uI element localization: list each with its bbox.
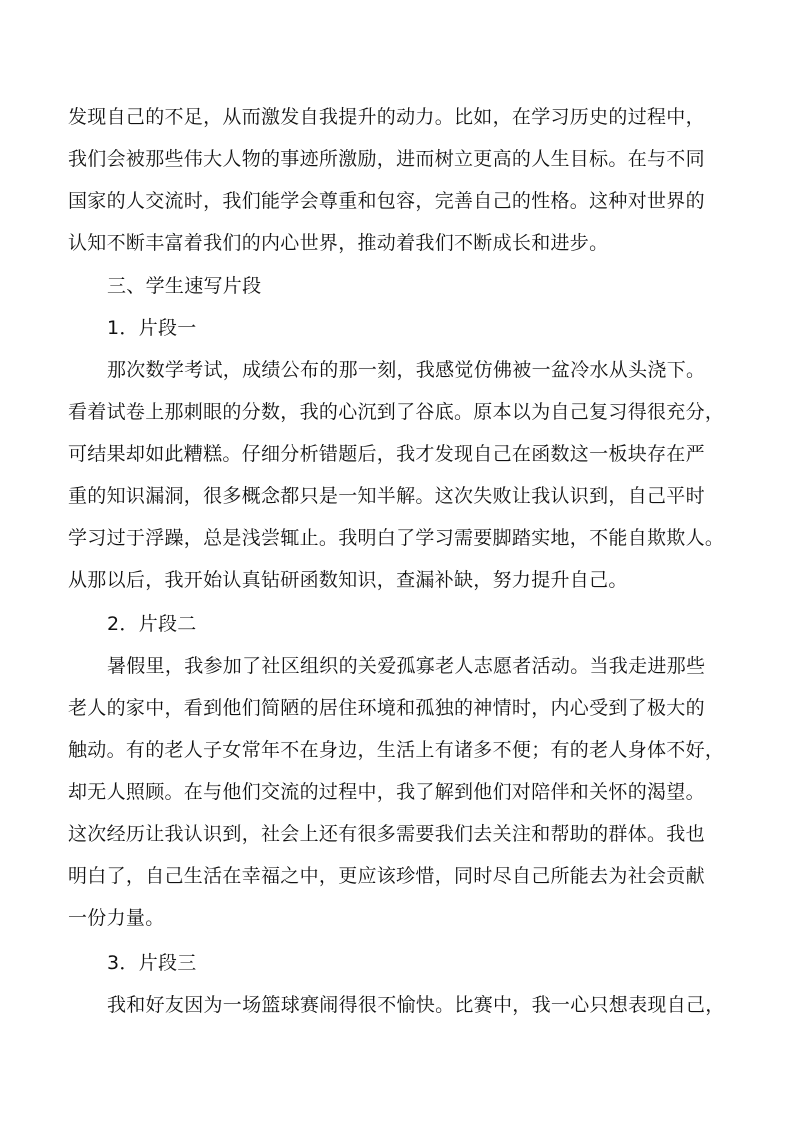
paragraph-line: 发现自己的不足，从而激发自我提升的动力。比如，在学习历史的过程中，	[68, 106, 705, 128]
paragraph-line: 一份力量。	[68, 907, 165, 929]
subsection-heading: 1．片段一	[107, 317, 197, 339]
paragraph-line: 重的知识漏洞，很多概念都只是一知半解。这次失败让我认识到，自己平时	[68, 485, 705, 507]
paragraph-line: 看着试卷上那刺眼的分数，我的心沉到了谷底。原本以为自己复习得很充分，	[68, 401, 725, 423]
paragraph-line: 老人的家中，看到他们简陋的居住环境和孤独的神情时，内心受到了极大的	[68, 697, 705, 719]
paragraph-line: 我们会被那些伟大人物的事迹所激励，进而树立更高的人生目标。在与不同	[68, 148, 705, 170]
paragraph-line: 学习过于浮躁，总是浅尝辄止。我明白了学习需要脚踏实地，不能自欺欺人。	[68, 527, 725, 549]
paragraph-line: 认知不断丰富着我们的内心世界，推动着我们不断成长和进步。	[68, 232, 609, 254]
paragraph-line: 暑假里，我参加了社区组织的关爱孤寡老人志愿者活动。当我走进那些	[107, 655, 706, 677]
section-heading: 三、学生速写片段	[107, 275, 262, 297]
paragraph-line: 可结果却如此糟糕。仔细分析错题后，我才发现自己在函数这一板块存在严	[68, 443, 705, 465]
paragraph-line: 那次数学考试，成绩公布的那一刻，我感觉仿佛被一盆冷水从头浇下。	[107, 359, 706, 381]
paragraph-line: 明白了，自己生活在幸福之中，更应该珍惜，同时尽自己所能去为社会贡献	[68, 865, 705, 887]
paragraph-line: 从那以后，我开始认真钻研函数知识，查漏补缺，努力提升自己。	[68, 569, 628, 591]
paragraph-line: 这次经历让我认识到，社会上还有很多需要我们去关注和帮助的群体。我也	[68, 823, 705, 845]
paragraph-line: 触动。有的老人子女常年不在身边，生活上有诸多不便；有的老人身体不好，	[68, 739, 725, 761]
paragraph-line: 却无人照顾。在与他们交流的过程中，我了解到他们对陪伴和关怀的渴望。	[68, 781, 705, 803]
subsection-heading: 2．片段二	[107, 613, 197, 635]
paragraph-line: 国家的人交流时，我们能学会尊重和包容，完善自己的性格。这种对世界的	[68, 190, 705, 212]
subsection-heading: 3．片段三	[107, 952, 197, 974]
paragraph-line: 我和好友因为一场篮球赛闹得很不愉快。比赛中，我一心只想表现自己，	[107, 994, 725, 1016]
